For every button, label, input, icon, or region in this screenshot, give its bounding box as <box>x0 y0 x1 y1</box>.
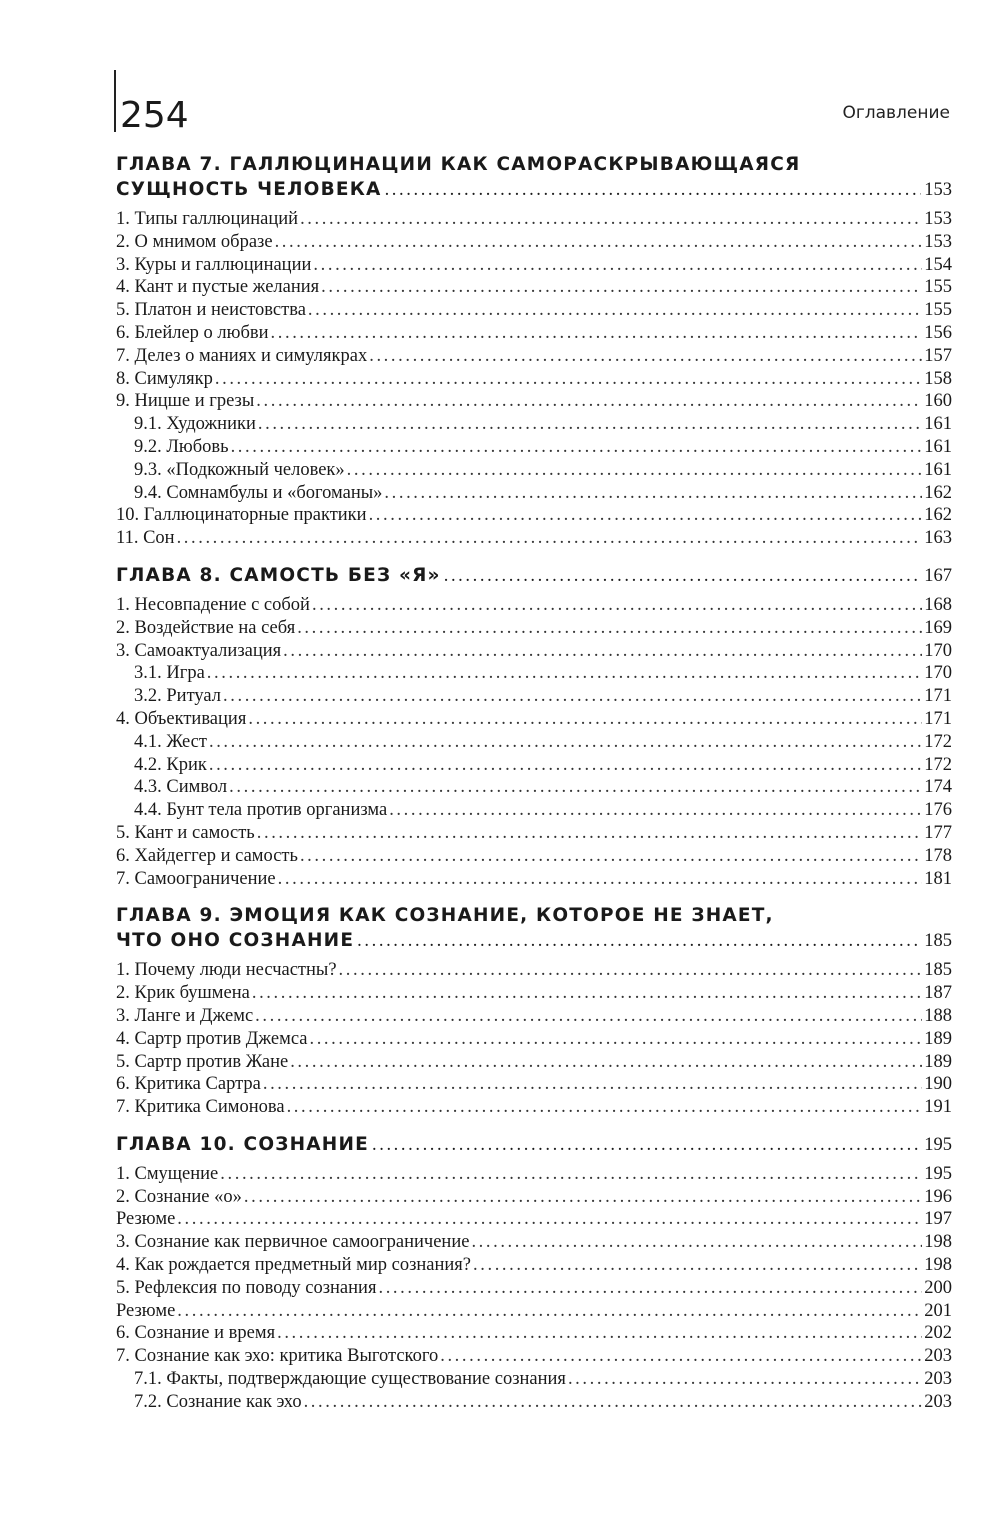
toc-subentry[interactable] <box>116 482 952 505</box>
entry-page-number: 176 <box>924 800 952 821</box>
entry-label: 4. Как рождается предметный мир сознания? <box>116 1255 472 1276</box>
dot-leader <box>177 527 923 550</box>
entry-label: 4.4. Бунт тела против организма <box>134 800 388 821</box>
toc-entry[interactable] <box>116 254 952 277</box>
entry-label: 6. Блейлер о любви <box>116 322 269 343</box>
dot-leader <box>300 208 922 231</box>
entry-label: 3. Ланге и Джемс <box>116 1005 254 1026</box>
dot-leader <box>263 1073 922 1096</box>
entry-page-number: 155 <box>924 277 952 298</box>
entry-label: 7.1. Факты, подтверждающие существование сознания <box>134 1369 566 1390</box>
entry-label: 4.2. Крик <box>134 754 207 775</box>
dot-leader <box>220 1163 922 1186</box>
dot-leader <box>321 276 922 299</box>
toc-entry[interactable] <box>116 231 952 254</box>
entry-page-number: 188 <box>924 1005 952 1026</box>
entry-page-number: 162 <box>924 505 952 526</box>
entry-label: 4. Объективация <box>116 708 247 729</box>
chapter-title-line: ГЛАВА 8. САМОСТЬ БЕЗ «Я» <box>116 564 441 586</box>
toc-subentry[interactable] <box>116 1391 952 1414</box>
toc-entry[interactable] <box>116 1322 952 1345</box>
chapter-heading-row[interactable] <box>116 1132 952 1157</box>
entry-page-number: 162 <box>924 482 952 503</box>
dot-leader <box>357 931 921 952</box>
page-number: 254 <box>120 95 189 136</box>
entry-page-number: 158 <box>924 368 952 389</box>
toc-subentry[interactable] <box>116 685 952 708</box>
entry-label: 3.1. Игра <box>134 663 205 684</box>
entry-label: 6. Сознание и время <box>116 1323 276 1344</box>
entry-label: 7. Критика Симонова <box>116 1097 285 1118</box>
dot-leader <box>229 776 922 799</box>
entry-page-number: 174 <box>924 777 952 798</box>
entry-label: 4. Сартр против Джемса <box>116 1028 308 1049</box>
toc-entry[interactable] <box>116 1005 952 1028</box>
entry-label: 9.2. Любовь <box>134 436 229 457</box>
toc-entry[interactable] <box>116 594 952 617</box>
entry-page-number: 195 <box>924 1163 952 1184</box>
toc-chapter <box>116 152 952 550</box>
toc-subentry[interactable] <box>116 776 952 799</box>
dot-leader <box>223 685 922 708</box>
toc-entry[interactable] <box>116 982 952 1005</box>
dot-leader <box>297 617 922 640</box>
dot-leader <box>471 1231 922 1254</box>
entry-page-number: 198 <box>924 1255 952 1276</box>
toc-entry[interactable] <box>116 1300 952 1323</box>
toc-subentry[interactable] <box>116 1368 952 1391</box>
chapter-title-line: ГЛАВА 7. ГАЛЛЮЦИНАЦИИ КАК САМОРАСКРЫВАЮЩАЯСЯ <box>116 154 801 175</box>
entry-label: 11. Сон <box>116 528 175 549</box>
entry-page-number: 190 <box>924 1074 952 1095</box>
entry-label: 1. Смущение <box>116 1163 219 1184</box>
toc-entry[interactable] <box>116 1345 952 1368</box>
entry-page-number: 185 <box>924 960 952 981</box>
toc-entry[interactable] <box>116 299 952 322</box>
entry-page-number: 189 <box>924 1028 952 1049</box>
entry-page-number: 201 <box>924 1300 952 1321</box>
chapter-heading-row[interactable] <box>116 928 952 953</box>
dot-leader <box>177 1300 922 1323</box>
toc-chapter <box>116 903 952 1119</box>
dot-leader <box>283 640 922 663</box>
margin-rule <box>114 70 116 132</box>
entry-label: 5. Платон и неистовства <box>116 300 306 321</box>
entry-page-number: 203 <box>924 1346 952 1367</box>
entry-label: 9.1. Художники <box>134 414 256 435</box>
entry-label: Резюме <box>116 1300 176 1321</box>
toc-chapter <box>116 563 952 890</box>
dot-leader <box>207 662 922 685</box>
dot-leader <box>215 368 922 391</box>
chapter-page-number: 167 <box>924 565 952 586</box>
dot-leader <box>308 299 922 322</box>
entry-page-number: 170 <box>924 663 952 684</box>
toc-entry[interactable] <box>116 368 952 391</box>
entry-label: 5. Сартр против Жане <box>116 1051 289 1072</box>
dot-leader <box>257 822 923 845</box>
toc-entry[interactable] <box>116 276 952 299</box>
dot-leader <box>256 390 922 413</box>
entry-page-number: 171 <box>924 708 952 729</box>
entry-label: 8. Симулякр <box>116 368 213 389</box>
toc-subentry[interactable] <box>116 731 952 754</box>
entry-page-number: 172 <box>924 754 952 775</box>
toc-chapter <box>116 1132 952 1414</box>
entry-label: 1. Почему люди несчастны? <box>116 960 337 981</box>
toc-entry[interactable] <box>116 527 952 550</box>
entry-page-number: 157 <box>924 345 952 366</box>
dot-leader <box>209 754 922 777</box>
entry-page-number: 189 <box>924 1051 952 1072</box>
dot-leader <box>339 959 923 982</box>
entry-label: 9.3. «Подкожный человек» <box>134 459 345 480</box>
entry-label: 1. Несовпадение с собой <box>116 594 310 615</box>
dot-leader <box>378 1277 922 1300</box>
entry-label: 6. Хайдеггер и самость <box>116 845 298 866</box>
entry-label: 3. Самоактуализация <box>116 640 282 661</box>
dot-leader <box>258 413 922 436</box>
dot-leader <box>277 1322 922 1345</box>
toc-entry[interactable] <box>116 1163 952 1186</box>
entry-page-number: 170 <box>924 640 952 661</box>
entry-page-number: 203 <box>924 1369 952 1390</box>
dot-leader <box>440 1345 922 1368</box>
toc-entry[interactable] <box>116 1208 952 1231</box>
dot-leader <box>347 459 923 482</box>
entry-label: 7. Самоограничение <box>116 868 276 889</box>
entry-page-number: 154 <box>924 254 952 275</box>
toc-entry[interactable] <box>116 708 952 731</box>
toc-entry[interactable] <box>116 1051 952 1074</box>
entry-label: 5. Рефлексия по поводу сознания <box>116 1277 377 1298</box>
page-header <box>114 70 950 136</box>
entry-page-number: 160 <box>924 391 952 412</box>
dot-leader <box>473 1254 922 1277</box>
toc-entry[interactable] <box>116 1096 952 1119</box>
entry-page-number: 161 <box>924 436 952 457</box>
dot-leader <box>568 1368 922 1391</box>
toc-entry[interactable] <box>116 1028 952 1051</box>
toc-entry[interactable] <box>116 1073 952 1096</box>
entry-page-number: 202 <box>924 1323 952 1344</box>
entry-label: Резюме <box>116 1209 176 1230</box>
dot-leader <box>290 1051 922 1074</box>
toc-entry[interactable] <box>116 822 952 845</box>
entry-label: 2. Сознание «о» <box>116 1186 242 1207</box>
entry-page-number: 161 <box>924 414 952 435</box>
entry-label: 4. Кант и пустые желания <box>116 277 320 298</box>
dot-leader <box>369 345 922 368</box>
toc-entry[interactable] <box>116 322 952 345</box>
entry-label: 3.2. Ритуал <box>134 686 222 707</box>
entry-label: 10. Галлюцинаторные практики <box>116 505 367 526</box>
dot-leader <box>278 868 923 891</box>
dot-leader <box>313 254 922 277</box>
entry-page-number: 163 <box>924 528 952 549</box>
entry-page-number: 198 <box>924 1232 952 1253</box>
dot-leader <box>255 1005 922 1028</box>
entry-label: 2. Крик бушмена <box>116 983 250 1004</box>
entry-label: 9. Ницше и грезы <box>116 391 255 412</box>
entry-label: 3. Куры и галлюцинации <box>116 254 312 275</box>
toc-entry[interactable] <box>116 868 952 891</box>
chapter-title-line: ГЛАВА 10. СОЗНАНИЕ <box>116 1133 369 1155</box>
toc-entry[interactable] <box>116 959 952 982</box>
chapter-heading-row[interactable] <box>116 563 952 588</box>
chapter-page-number: 153 <box>924 180 952 200</box>
toc-subentry[interactable] <box>116 436 952 459</box>
toc-entry[interactable] <box>116 504 952 527</box>
entry-label: 4.3. Символ <box>134 777 228 798</box>
entry-page-number: 172 <box>924 731 952 752</box>
entry-page-number: 191 <box>924 1097 952 1118</box>
chapter-title-line: ГЛАВА 9. ЭМОЦИЯ КАК СОЗНАНИЕ, КОТОРОЕ НЕ ЗНАЕТ, <box>116 905 774 927</box>
dot-leader <box>209 731 922 754</box>
entry-label: 7.2. Сознание как эхо <box>134 1391 302 1412</box>
dot-leader <box>312 594 922 617</box>
entry-page-number: 178 <box>924 845 952 866</box>
toc-entry[interactable] <box>116 208 952 231</box>
entry-page-number: 181 <box>924 868 952 889</box>
entry-page-number: 200 <box>924 1277 952 1298</box>
entry-label: 6. Критика Сартра <box>116 1074 261 1095</box>
dot-leader <box>385 180 922 201</box>
toc-subentry[interactable] <box>116 799 952 822</box>
toc-entry[interactable] <box>116 845 952 868</box>
toc-subentry[interactable] <box>116 662 952 685</box>
toc-entry[interactable] <box>116 390 952 413</box>
entry-page-number: 203 <box>924 1391 952 1412</box>
entry-page-number: 196 <box>924 1186 952 1207</box>
entry-page-number: 161 <box>924 459 952 480</box>
entry-label: 4.1. Жест <box>134 731 207 752</box>
entry-page-number: 187 <box>924 983 952 1004</box>
chapter-page-number: 195 <box>924 1134 952 1155</box>
entry-page-number: 156 <box>924 322 952 343</box>
toc-entry[interactable] <box>116 1277 952 1300</box>
dot-leader <box>231 436 923 459</box>
entry-label: 9.4. Сомнамбулы и «богоманы» <box>134 482 383 503</box>
dot-leader <box>252 982 922 1005</box>
dot-leader <box>309 1028 922 1051</box>
dot-leader <box>372 1135 921 1156</box>
toc-subentry[interactable] <box>116 754 952 777</box>
dot-leader <box>244 1186 922 1209</box>
entry-label: 7. Делез о маниях и симулякрах <box>116 345 368 366</box>
running-title: Оглавление <box>842 103 950 123</box>
table-of-contents <box>116 152 952 1414</box>
dot-leader <box>287 1096 923 1119</box>
dot-leader <box>248 708 922 731</box>
toc-entry[interactable] <box>116 617 952 640</box>
entry-label: 5. Кант и самость <box>116 822 255 843</box>
toc-entry[interactable] <box>116 640 952 663</box>
entry-label: 3. Сознание как первичное самоограничение <box>116 1232 470 1253</box>
dot-leader <box>271 322 923 345</box>
dot-leader <box>389 799 922 822</box>
entry-label: 1. Типы галлюцинаций <box>116 209 299 229</box>
dot-leader <box>177 1208 922 1231</box>
entry-page-number: 153 <box>924 231 952 252</box>
toc-subentry[interactable] <box>116 459 952 482</box>
entry-label: 2. О мнимом образе <box>116 231 273 252</box>
entry-page-number: 169 <box>924 617 952 638</box>
dot-leader <box>444 566 922 587</box>
toc-entry[interactable] <box>116 1186 952 1209</box>
dot-leader <box>369 504 923 527</box>
toc-subentry[interactable] <box>116 413 952 436</box>
chapter-title-line: СУЩНОСТЬ ЧЕЛОВЕКА <box>116 179 382 200</box>
entry-page-number: 153 <box>924 209 952 229</box>
entry-label: 2. Воздействие на себя <box>116 617 296 638</box>
dot-leader <box>384 482 922 505</box>
entry-page-number: 171 <box>924 686 952 707</box>
entry-page-number: 177 <box>924 822 952 843</box>
chapter-page-number: 185 <box>924 931 952 952</box>
chapter-title-line: ЧТО ОНО СОЗНАНИЕ <box>116 930 355 952</box>
toc-entry[interactable] <box>116 1254 952 1277</box>
dot-leader <box>275 231 923 254</box>
entry-label: 7. Сознание как эхо: критика Выготского <box>116 1346 439 1367</box>
dot-leader <box>304 1391 923 1414</box>
entry-page-number: 168 <box>924 594 952 615</box>
entry-page-number: 197 <box>924 1209 952 1230</box>
chapter-heading-row[interactable] <box>116 177 952 202</box>
dot-leader <box>300 845 922 868</box>
entry-page-number: 155 <box>924 300 952 321</box>
toc-entry[interactable] <box>116 345 952 368</box>
toc-entry[interactable] <box>116 1231 952 1254</box>
